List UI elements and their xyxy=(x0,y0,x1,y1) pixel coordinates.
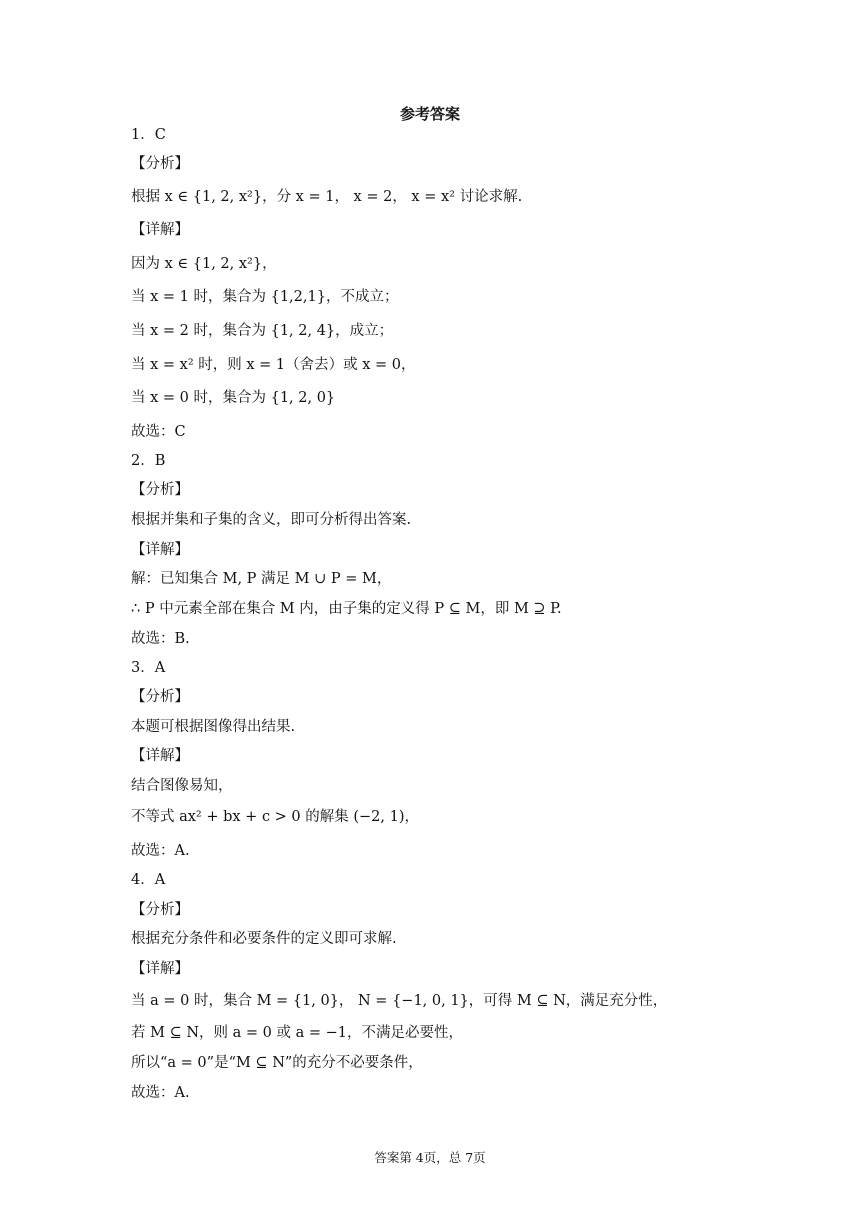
page-footer: 答案第 4页，总 7页 xyxy=(374,1150,486,1165)
text-line: 当 x = 2 时，集合为 {1, 2, 4}，成立； xyxy=(131,323,394,339)
text-line: 结合图像易知， xyxy=(131,778,233,794)
section-heading-detail: 【详解】 xyxy=(131,961,189,977)
text-line: 当 x = x² 时，则 x = 1（舍去）或 x = 0， xyxy=(131,357,416,373)
text-line: 本题可根据图像得出结果. xyxy=(131,719,296,735)
answer-line: 故选：A. xyxy=(131,843,190,859)
answer-line: 故选：C xyxy=(131,424,186,440)
text-line: 当 x = 1 时，集合为 {1,2,1}，不成立； xyxy=(131,289,399,305)
section-heading-detail: 【详解】 xyxy=(131,542,189,558)
answer-line: 故选：A. xyxy=(131,1085,190,1101)
text-line: 当 x = 0 时，集合为 {1, 2, 0} xyxy=(131,390,336,406)
section-heading-analysis: 【分析】 xyxy=(131,689,189,705)
text-line: 当 a = 0 时，集合 M = {1, 0}， N = {−1, 0, 1}，可得 M ⊆ N，满足充分性， xyxy=(131,993,668,1009)
section-heading-analysis: 【分析】 xyxy=(131,482,189,498)
section-heading-analysis: 【分析】 xyxy=(131,156,189,172)
text-line: 若 M ⊆ N，则 a = 0 或 a = −1，不满足必要性， xyxy=(131,1025,463,1041)
text-line: 根据充分条件和必要条件的定义即可求解. xyxy=(131,931,397,947)
section-heading-analysis: 【分析】 xyxy=(131,902,189,918)
text-line: 根据 x ∈ {1, 2, x²}，分 x = 1， x = 2， x = x² 讨论求解. xyxy=(131,189,523,205)
text-line: 因为 x ∈ {1, 2, x²}， xyxy=(131,256,277,272)
text-line: 所以“a = 0”是“M ⊆ N”的充分不必要条件， xyxy=(131,1055,423,1071)
answer-line: 故选：B. xyxy=(131,631,190,647)
text-line: 不等式 ax² + bx + c > 0 的解集 (−2, 1)， xyxy=(131,809,420,825)
text-line: 解：已知集合 M, P 满足 M ∪ P = M， xyxy=(131,571,392,587)
section-heading-detail: 【详解】 xyxy=(131,748,189,764)
question-number: 3．A xyxy=(131,660,166,676)
text-line: 根据并集和子集的含义，即可分析得出答案. xyxy=(131,512,412,528)
question-number: 1．C xyxy=(131,127,166,143)
page-title: 参考答案 xyxy=(399,105,460,123)
text-line: ∴ P 中元素全部在集合 M 内，由子集的定义得 P ⊆ M，即 M ⊇ P. xyxy=(131,601,562,617)
section-heading-detail: 【详解】 xyxy=(131,222,189,238)
question-number: 4．A xyxy=(131,872,166,888)
question-number: 2．B xyxy=(131,453,166,469)
